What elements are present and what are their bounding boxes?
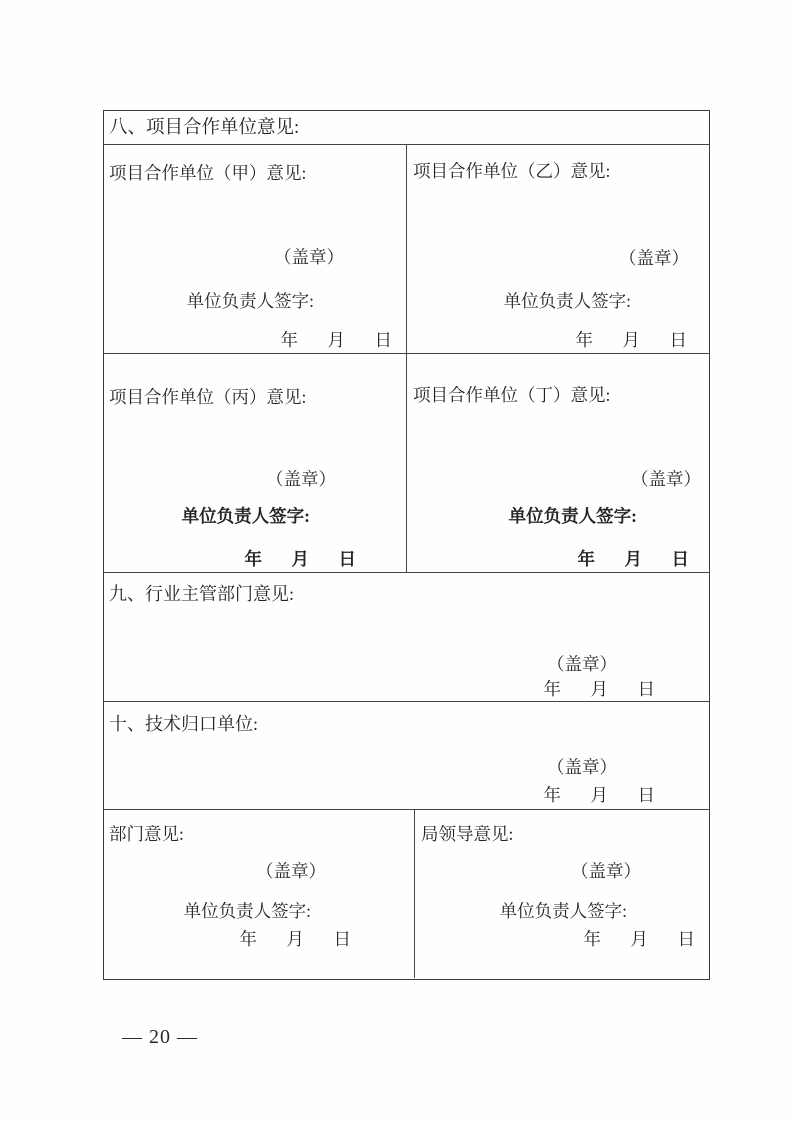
coop-unit-d-date-label: 年 月 日 bbox=[577, 549, 695, 569]
industry-dept-date-label: 年 月 日 bbox=[543, 679, 661, 699]
coop-unit-a-seal-label: （盖章） bbox=[274, 247, 344, 267]
coop-unit-a-b-row bbox=[104, 145, 709, 354]
coop-unit-c-signature-label: 单位负责人签字: bbox=[181, 506, 310, 526]
section-10-row bbox=[104, 702, 709, 810]
coop-unit-b-signature-label: 单位负责人签字: bbox=[503, 291, 631, 311]
coop-unit-a-date-label: 年 月 日 bbox=[280, 330, 398, 350]
section-8-header-row bbox=[104, 111, 709, 145]
coop-unit-b-cell bbox=[407, 145, 709, 353]
page-number: — 20 — bbox=[122, 1026, 198, 1048]
tech-unit-date-label: 年 月 日 bbox=[543, 785, 661, 805]
coop-unit-d-signature-label: 单位负责人签字: bbox=[508, 506, 637, 526]
section-8-heading: 八、项目合作单位意见: bbox=[109, 118, 300, 138]
coop-unit-c-d-row bbox=[104, 354, 709, 573]
coop-unit-b-title: 项目合作单位（乙）意见: bbox=[413, 161, 611, 181]
coop-unit-d-seal-label: （盖章） bbox=[631, 469, 701, 489]
coop-unit-b-date-label: 年 月 日 bbox=[575, 330, 693, 350]
coop-unit-d-cell bbox=[407, 354, 709, 572]
section-9-heading: 九、行业主管部门意见: bbox=[109, 584, 294, 604]
bureau-leader-opinion-cell bbox=[415, 810, 709, 978]
coop-unit-c-title: 项目合作单位（丙）意见: bbox=[109, 387, 307, 407]
section-10-heading: 十、技术归口单位: bbox=[109, 714, 259, 734]
tech-unit-cell bbox=[104, 702, 709, 809]
dept-opinion-seal-label: （盖章） bbox=[256, 861, 326, 881]
coop-unit-b-seal-label: （盖章） bbox=[619, 248, 689, 268]
bureau-leader-opinion-title: 局领导意见: bbox=[421, 824, 514, 844]
dept-opinion-title: 部门意见: bbox=[109, 824, 184, 844]
coop-unit-d-title: 项目合作单位（丁）意见: bbox=[413, 385, 611, 405]
dept-bureau-row bbox=[104, 810, 709, 978]
bureau-leader-date-label: 年 月 日 bbox=[583, 929, 701, 949]
coop-unit-a-title: 项目合作单位（甲）意见: bbox=[109, 163, 307, 183]
dept-opinion-signature-label: 单位负责人签字: bbox=[183, 901, 311, 921]
tech-unit-seal-label: （盖章） bbox=[547, 757, 617, 777]
coop-unit-c-date-label: 年 月 日 bbox=[244, 549, 362, 569]
opinion-form-table bbox=[103, 110, 710, 980]
coop-unit-a-cell bbox=[104, 145, 407, 353]
section-9-row bbox=[104, 573, 709, 702]
industry-dept-cell bbox=[104, 573, 709, 701]
bureau-leader-signature-label: 单位负责人签字: bbox=[499, 901, 627, 921]
coop-unit-c-seal-label: （盖章） bbox=[266, 469, 336, 489]
industry-dept-seal-label: （盖章） bbox=[547, 654, 617, 674]
coop-unit-a-signature-label: 单位负责人签字: bbox=[186, 291, 314, 311]
dept-opinion-date-label: 年 月 日 bbox=[239, 929, 357, 949]
bureau-leader-seal-label: （盖章） bbox=[571, 861, 641, 881]
dept-opinion-cell bbox=[104, 810, 415, 978]
coop-unit-c-cell bbox=[104, 354, 407, 572]
